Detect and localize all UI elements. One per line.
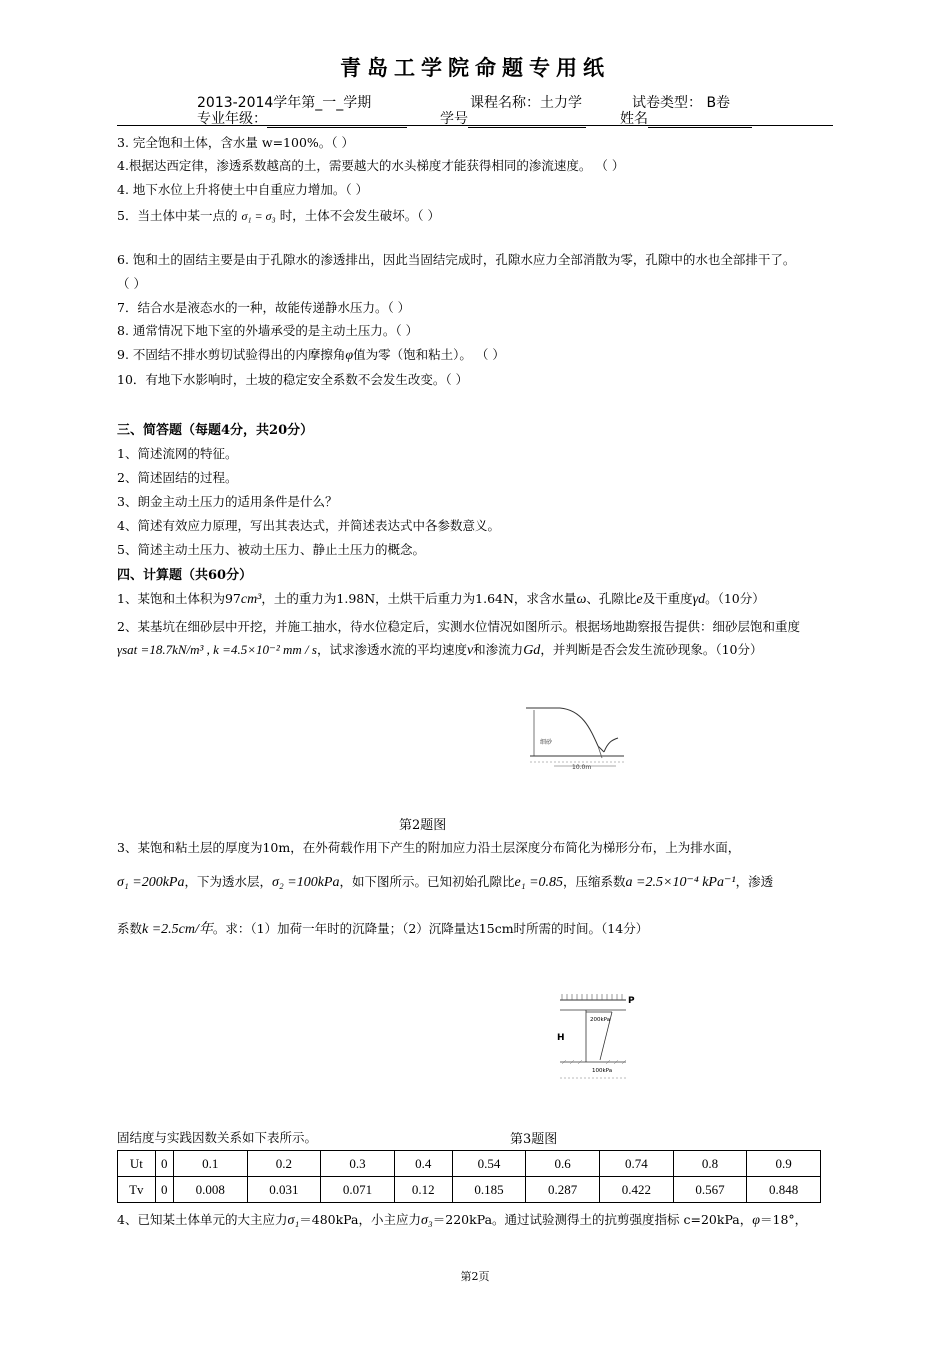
k-value: k =2.5cm/年 <box>142 922 213 937</box>
table-cell: 0.3 <box>321 1151 395 1177</box>
table-cell: 0.422 <box>599 1177 673 1203</box>
table-row <box>118 1151 821 1177</box>
fig2-caption: 第2题图 <box>399 818 447 833</box>
course-label: 课程名称：土力学 <box>470 95 582 111</box>
id-label: 学号 <box>440 111 468 127</box>
v-symbol: v <box>466 643 474 658</box>
judge-q10: 10．有地下水影响时，土坡的稳定安全系数不会发生改变。（ ） <box>117 372 469 387</box>
table-cell: Tv <box>118 1177 156 1203</box>
calc-q1-text-e: 。（10分） <box>705 591 765 606</box>
calc-q3-text-f: 系数 <box>117 921 143 936</box>
short-q2: 2、简述固结的过程。 <box>117 470 238 485</box>
table-cell: 0.6 <box>526 1151 600 1177</box>
short-q5: 5、简述主动土压力、被动土压力、静止土压力的概念。 <box>117 542 425 557</box>
table-cell: 0.185 <box>452 1177 526 1203</box>
gd-symbol: Gd <box>523 643 541 658</box>
gamma-d-symbol: γd <box>692 592 706 607</box>
judge-q9-text-a: 9. 不固结不排水剪切试验得出的内摩擦角 <box>117 347 346 362</box>
table-cell: 0.287 <box>526 1177 600 1203</box>
fig3-top-stress: 200kPa <box>590 1017 611 1023</box>
calc-q3-text-d: ，压缩系数 <box>563 874 626 889</box>
calc-q2-text-b: ，试求渗透水流的平均速度 <box>316 642 467 657</box>
fig3-load-label: P <box>628 996 635 1006</box>
calc-q2-line2 <box>117 640 762 659</box>
table-cell: 0 <box>155 1177 173 1203</box>
judge-q5-text-b: 时，土体不会发生破坏。（ ） <box>279 208 440 223</box>
phi-symbol: φ <box>345 348 354 363</box>
calc-q3-line3 <box>117 918 648 938</box>
calc-q1-text-c: 、孔隙比 <box>586 591 637 606</box>
short-q4: 4、简述有效应力原理，写出其表达式，并简述表达式中各参数意义。 <box>117 518 500 533</box>
table-cell: 0.008 <box>173 1177 247 1203</box>
judge-q4b: 4. 地下水位上升将使土中自重应力增加。（ ） <box>117 182 369 197</box>
e1-value: e₁ =0.85 <box>514 875 564 890</box>
fig2-dimension: 10.0m <box>572 764 592 771</box>
table-cell: 0.2 <box>247 1151 321 1177</box>
calc-q2-line1: 2、某基坑在细砂层中开挖，并施工抽水，待水位稳定后，实测水位情况如图所示。根据场地勘察报告提供：细砂层饱和重度 <box>117 619 800 634</box>
header-rule <box>117 125 833 126</box>
major-label: 专业年级： <box>197 111 267 127</box>
judge-q5 <box>117 206 440 224</box>
svg-text:细砂: 细砂 <box>540 739 553 746</box>
judge-q4a: 4.根据达西定律，渗透系数越高的土，需要越大的水头梯度才能获得相同的渗流速度。 （ ） <box>117 158 625 173</box>
calc-q4-text-b: ＝480kPa，小主应力 <box>299 1212 421 1227</box>
calc-q2-text-d: ，并判断是否会发生流砂现象。（10分） <box>540 642 763 657</box>
table-cell: 0.071 <box>321 1177 395 1203</box>
e-symbol: e <box>636 592 643 607</box>
a-coefficient: a =2.5×10⁻⁴ kPa⁻¹ <box>625 875 736 890</box>
calc-q4 <box>117 1210 807 1229</box>
short-q3: 3、朗金主动土压力的适用条件是什么？ <box>117 494 338 509</box>
table-cell: 0.4 <box>394 1151 452 1177</box>
table-cell: 0.031 <box>247 1177 321 1203</box>
table-cell: 0.9 <box>747 1151 821 1177</box>
judge-q8: 8. 通常情况下地下室的外墙承受的是主动土压力。（ ） <box>117 323 419 338</box>
sigma2-100: σ₂ =100kPa <box>272 875 340 890</box>
calc-q2-text-c: 和渗流力 <box>473 642 524 657</box>
table-cell: 0.567 <box>673 1177 747 1203</box>
short-heading: 三、简答题（每题4分，共20分） <box>117 423 314 438</box>
short-q1: 1、简述流网的特征。 <box>117 446 238 461</box>
calc-q3-text-b: ，下为透水层， <box>184 874 272 889</box>
page-number: 第2页 <box>460 1270 490 1283</box>
table-cell: 0.54 <box>452 1151 526 1177</box>
calc-q1-text-a: 1、某饱和土体积为97 <box>117 591 241 606</box>
judge-q5-text-a: 5．当土体中某一点的 <box>117 208 238 223</box>
paper-type-label: 试卷类型： B卷 <box>632 95 731 111</box>
calc-q1-text-b: ，土的重力为1.98N，土烘干后重力为1.64N，求含水量 <box>261 591 577 606</box>
fig2-seepage-diagram <box>520 700 630 772</box>
calc-q3-line2 <box>117 872 773 891</box>
judge-q3: 3. 完全饱和土体，含水量 w=100%。（ ） <box>117 135 355 150</box>
fig3-thickness-label: H <box>557 1033 565 1043</box>
cm3-unit: cm³ <box>240 592 262 607</box>
fig3-stress-diagram <box>548 990 638 1082</box>
fig3-bottom-stress: 100kPa <box>592 1068 613 1074</box>
calc-q3-text-c: ，如下图所示。已知初始孔隙比 <box>339 874 515 889</box>
table-cell: 0.74 <box>599 1151 673 1177</box>
calc-heading: 四、计算题（共60分） <box>117 568 253 583</box>
table-intro: 固结度与实践因数关系如下表所示。 <box>117 1130 318 1145</box>
judge-q9 <box>117 345 505 364</box>
judge-q6-bracket: （ ） <box>117 276 146 291</box>
judge-q9-text-b: 值为零（饱和粘土）。 （ ） <box>353 347 505 362</box>
table-cell: 0.848 <box>747 1177 821 1203</box>
sigma3-symbol: σ₃ <box>421 1213 433 1228</box>
table-cell: 0 <box>155 1151 173 1177</box>
calc-q4-text-a: 4、已知某土体单元的大主应力 <box>117 1212 288 1227</box>
calc-q3-text-e: ，渗透 <box>735 874 774 889</box>
table-row <box>118 1177 821 1203</box>
calc-q1-text-d: 及干重度 <box>642 591 693 606</box>
table-cell: Ut <box>118 1151 156 1177</box>
calc-q3-line1: 3、某饱和粘土层的厚度为10m，在外荷载作用下产生的附加应力沿土层深度分布简化为梯形分布，上为排水面， <box>117 840 741 855</box>
calc-q4-text-c: ＝220kPa。通过试验测得土的抗剪强度指标 c=20kPa， <box>432 1212 753 1227</box>
judge-q7: 7．结合水是液态水的一种，故能传递静水压力。（ ） <box>117 300 411 315</box>
table-cell: 0.1 <box>173 1151 247 1177</box>
name-label: 姓名 <box>620 111 648 127</box>
sigma1-eq-sigma3: σ₁ = σ₃ <box>241 209 276 223</box>
consolidation-table <box>117 1150 821 1203</box>
gamma-sat-formula: γsat =18.7kN/m³ , k =4.5×10⁻² mm / s <box>117 642 317 657</box>
page-title: 青岛工学院命题专用纸 <box>340 55 610 80</box>
fig3-caption: 第3题图 <box>510 1132 558 1147</box>
term-label: 2013-2014学年第_一_学期 <box>197 95 372 111</box>
sigma1-symbol: σ₁ <box>287 1213 300 1228</box>
table-cell: 0.8 <box>673 1151 747 1177</box>
sigma1-200: σ₁ =200kPa <box>117 875 185 890</box>
calc-q3-text-g: 。求：（1）加荷一年时的沉降量；（2）沉降量达15cm时所需的时间。（14分） <box>212 921 649 936</box>
phi-symbol: φ <box>752 1213 760 1228</box>
calc-q1 <box>117 589 765 608</box>
judge-q6: 6. 饱和土的固结主要是由于孔隙水的渗透排出，因此当固结完成时，孔隙水应力全部消散为零，孔隙中的水也全部排干了。 <box>117 252 796 267</box>
omega-symbol: ω <box>576 592 587 607</box>
table-cell: 0.12 <box>394 1177 452 1203</box>
calc-q4-text-d: ＝18°， <box>760 1212 808 1227</box>
